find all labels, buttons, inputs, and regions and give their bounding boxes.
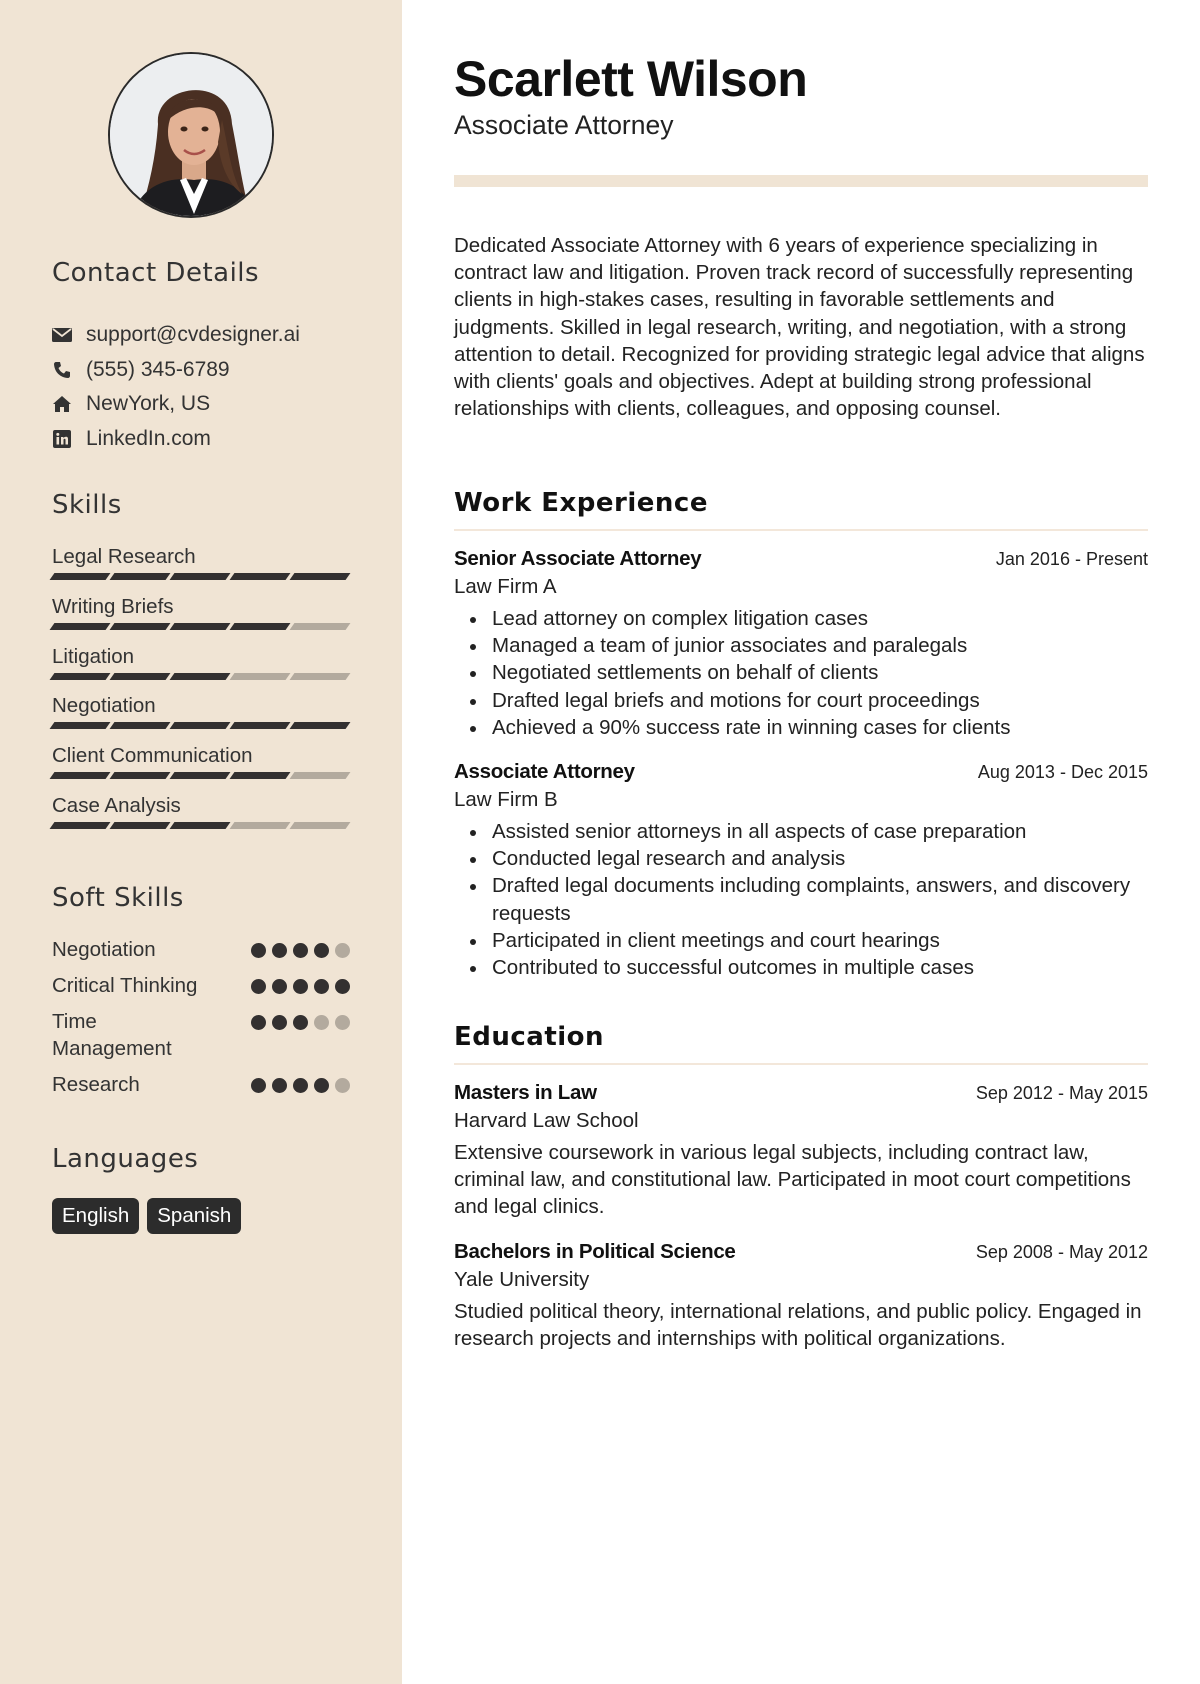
skill-item	[52, 542, 350, 592]
skill-item	[52, 592, 350, 642]
skill-item	[52, 642, 350, 692]
soft-skills-heading: Soft Skills	[52, 883, 184, 913]
rating-dot	[314, 979, 329, 994]
education-entry	[454, 1240, 1148, 1352]
skill-level-segment	[50, 623, 111, 630]
bullet-item: Conducted legal research and analysis	[454, 845, 1148, 872]
candidate-name: Scarlett Wilson	[454, 51, 808, 107]
phone-icon	[52, 360, 72, 380]
education-heading: Education	[454, 1022, 605, 1052]
education-dates: Sep 2012 - May 2015	[975, 1083, 1148, 1103]
job-dates: Jan 2016 - Present	[995, 549, 1148, 569]
skill-level-segment	[230, 623, 291, 630]
languages-list	[52, 1198, 241, 1234]
job-company: Law Firm B	[454, 788, 558, 811]
contact-list	[52, 318, 352, 456]
skill-name: Litigation	[52, 644, 135, 668]
skill-level-segment	[290, 772, 351, 779]
rating-dot	[251, 1015, 266, 1030]
skill-level-segment	[110, 822, 171, 829]
soft-skill-rating	[251, 1015, 350, 1030]
summary: Dedicated Associate Attorney with 6 years of experience specializing in contract law and litigation. Proven track record of successfully representing clients in high-stakes cases, resulting in favorable settlements and judgments. Skilled in legal research, writing, and negotiation, with a strong attention to detail. Recognized for providing strategic legal advice that aligns with clients' goals and objectives. Adept at building strong professional relationships with clients, colleagues, and opposing counsel.	[454, 234, 1145, 421]
linkedin-icon	[52, 429, 72, 449]
skill-level-segment	[170, 573, 231, 580]
bullet-item: Managed a team of junior associates and paralegals	[454, 632, 1148, 659]
bullet-item: Drafted legal documents including complaints, answers, and discovery requests	[454, 872, 1148, 926]
contact-location-text: NewYork, US	[86, 392, 211, 416]
soft-skill-name: Critical Thinking	[52, 974, 198, 997]
soft-skill-name: Negotiation	[52, 938, 156, 961]
job-company: Law Firm A	[454, 575, 557, 598]
skill-level-segment	[230, 722, 291, 729]
rating-dot	[293, 979, 308, 994]
work-entry	[454, 760, 1148, 981]
skill-level-segment	[170, 722, 231, 729]
skill-level-segment	[50, 673, 111, 680]
skill-level-segment	[50, 573, 111, 580]
languages-heading: Languages	[52, 1144, 199, 1174]
skill-level-segment	[230, 822, 291, 829]
contact-phone[interactable]	[52, 353, 352, 388]
soft-skill-item	[52, 972, 350, 999]
soft-skill-item	[52, 1071, 350, 1098]
skill-level-segment	[170, 822, 231, 829]
rating-dot	[335, 1078, 350, 1093]
job-title: Associate Attorney	[454, 760, 635, 783]
rating-dot	[272, 979, 287, 994]
skill-level-bar	[52, 623, 350, 630]
skill-name: Legal Research	[52, 545, 196, 568]
skill-level-segment	[110, 573, 171, 580]
rating-dot	[314, 1078, 329, 1093]
candidate-title: Associate Attorney	[454, 110, 674, 140]
soft-skill-item	[52, 1008, 350, 1062]
skill-item	[52, 741, 350, 791]
skill-level-segment	[290, 822, 351, 829]
education-dates: Sep 2008 - May 2012	[975, 1242, 1148, 1262]
work-heading: Work Experience	[454, 488, 708, 518]
skill-item	[52, 791, 350, 841]
language-badge: English	[52, 1198, 139, 1234]
soft-skill-rating	[251, 943, 350, 958]
rating-dot	[251, 1078, 266, 1093]
degree: Masters in Law	[454, 1081, 597, 1104]
work-divider	[454, 529, 1148, 531]
skill-level-segment	[110, 673, 171, 680]
skill-level-segment	[230, 573, 291, 580]
school: Harvard Law School	[454, 1109, 639, 1132]
skill-name: Writing Briefs	[52, 594, 174, 618]
skills-list	[52, 542, 350, 841]
skill-name: Client Communication	[52, 744, 253, 768]
skill-level-segment	[110, 772, 171, 779]
education-description: Extensive coursework in various legal subjects, including contract law, criminal law, and constitutional law. Participated in moot court competitions and legal clinics.	[454, 1141, 1131, 1219]
contact-phone-text: (555) 345-6789	[86, 357, 230, 381]
avatar	[108, 52, 274, 218]
rating-dot	[251, 943, 266, 958]
skill-level-segment	[110, 722, 171, 729]
skill-level-segment	[110, 623, 171, 630]
skill-name: Case Analysis	[52, 793, 181, 817]
rating-dot	[251, 979, 266, 994]
soft-skill-name: Research	[52, 1073, 140, 1096]
bullet-item: Contributed to successful outcomes in multiple cases	[454, 954, 1148, 981]
rating-dot	[293, 1078, 308, 1093]
bullet-item: Assisted senior attorneys in all aspects of case preparation	[454, 818, 1148, 845]
job-dates: Aug 2013 - Dec 2015	[977, 762, 1148, 782]
soft-skill-item	[52, 936, 350, 963]
rating-dot	[335, 1015, 350, 1030]
skill-level-segment	[170, 623, 231, 630]
skill-item	[52, 691, 350, 741]
skill-level-segment	[50, 722, 111, 729]
skill-level-bar	[52, 722, 350, 729]
education-description: Studied political theory, international relations, and public policy. Engaged in research projects and internships with political organizations.	[454, 1300, 1142, 1351]
bullet-item: Drafted legal briefs and motions for court proceedings	[454, 687, 1148, 714]
skill-level-bar	[52, 822, 350, 829]
envelope-icon	[52, 325, 72, 345]
skill-level-segment	[170, 772, 231, 779]
skill-level-bar	[52, 673, 350, 680]
skill-level-segment	[290, 623, 351, 630]
rating-dot	[272, 943, 287, 958]
skill-name: Negotiation	[52, 694, 156, 718]
skill-level-bar	[52, 772, 350, 779]
header-divider	[454, 175, 1148, 187]
degree: Bachelors in Political Science	[454, 1240, 736, 1263]
skill-level-segment	[290, 673, 351, 680]
skill-level-bar	[52, 573, 350, 580]
skill-level-segment	[170, 673, 231, 680]
work-entry	[454, 547, 1148, 741]
education-entry	[454, 1081, 1148, 1221]
soft-skill-rating	[251, 979, 350, 994]
rating-dot	[293, 943, 308, 958]
soft-skill-name: Time Management	[52, 1010, 172, 1060]
rating-dot	[314, 1015, 329, 1030]
rating-dot	[272, 1078, 287, 1093]
contact-linkedin[interactable]	[52, 422, 352, 457]
rating-dot	[335, 979, 350, 994]
school: Yale University	[454, 1268, 590, 1291]
contact-heading: Contact Details	[52, 258, 260, 288]
skill-level-segment	[230, 772, 291, 779]
rating-dot	[335, 943, 350, 958]
soft-skill-rating	[251, 1078, 350, 1093]
contact-location	[52, 387, 352, 422]
contact-email-text: support@cvdesigner.ai	[86, 323, 300, 347]
skill-level-segment	[50, 822, 111, 829]
bullet-item: Negotiated settlements on behalf of clients	[454, 659, 1148, 686]
contact-linkedin-text: LinkedIn.com	[86, 426, 211, 450]
home-icon	[52, 394, 72, 414]
skill-level-segment	[50, 772, 111, 779]
language-badge: Spanish	[147, 1198, 241, 1234]
bullet-item: Achieved a 90% success rate in winning cases for clients	[454, 714, 1148, 741]
sidebar	[0, 0, 402, 1684]
job-title: Senior Associate Attorney	[454, 547, 702, 570]
soft-skills-list	[52, 936, 350, 1107]
bullet-item: Participated in client meetings and court hearings	[454, 927, 1148, 954]
skill-level-segment	[230, 673, 291, 680]
job-bullets	[454, 818, 1148, 981]
rating-dot	[314, 943, 329, 958]
contact-email[interactable]	[52, 318, 352, 353]
education-divider	[454, 1063, 1148, 1065]
rating-dot	[272, 1015, 287, 1030]
skill-level-segment	[290, 573, 351, 580]
skills-heading: Skills	[52, 490, 122, 520]
profile-photo	[110, 54, 274, 218]
rating-dot	[293, 1015, 308, 1030]
skill-level-segment	[290, 722, 351, 729]
bullet-item: Lead attorney on complex litigation cases	[454, 605, 1148, 632]
job-bullets	[454, 605, 1148, 741]
